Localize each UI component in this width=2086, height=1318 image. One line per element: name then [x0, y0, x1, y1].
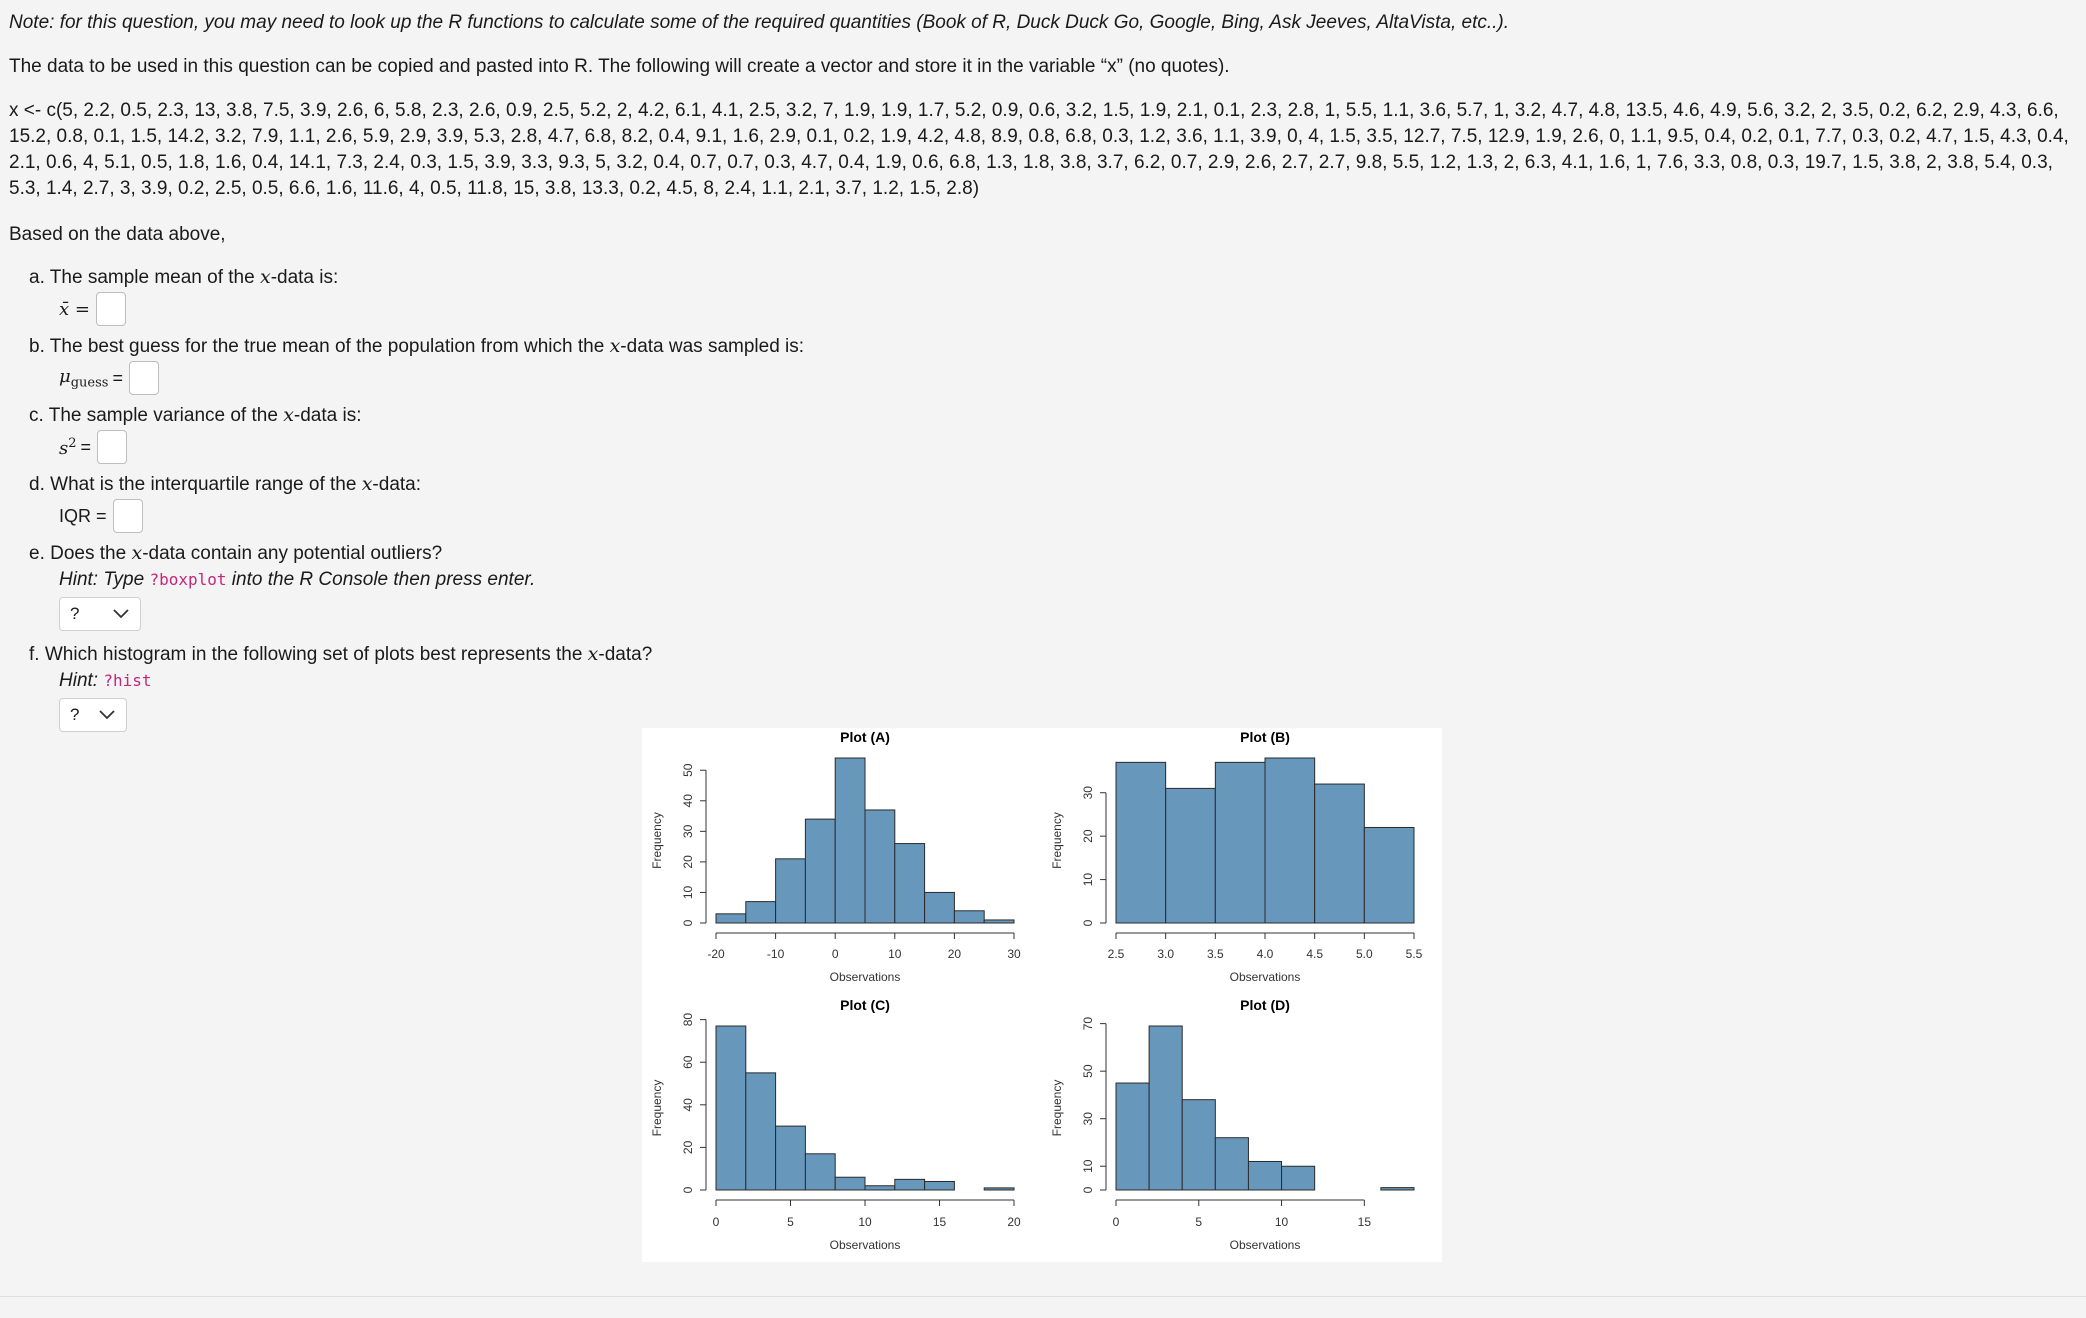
question-a: a. The sample mean of the x-data is: x̄ =: [29, 264, 2077, 327]
y-tick-label: 0: [681, 919, 695, 927]
histogram-plots: [642, 728, 1442, 1262]
boxplot-hint: Hint: Type ?boxplot into the R Console then press enter.: [59, 569, 536, 590]
y-tick-label: 20: [1081, 829, 1095, 843]
x-tick-label: 20: [947, 947, 962, 961]
y-tick-label: 20: [681, 1140, 695, 1155]
x-tick-label: 20: [1007, 1215, 1021, 1229]
histogram-bar: [1149, 1026, 1182, 1190]
x-tick-label: 2.5: [1107, 947, 1125, 961]
x-tick-label: 5: [1195, 1215, 1203, 1229]
y-tick-label: 0: [1081, 919, 1095, 927]
histogram-bar: [1265, 758, 1315, 923]
y-tick-label: 40: [681, 794, 695, 808]
histogram-bar: [865, 810, 895, 923]
histogram-bar: [1282, 1166, 1315, 1190]
y-tick-label: 10: [681, 885, 695, 900]
y-tick-label: 20: [681, 855, 695, 869]
y-axis-label: Frequency: [1050, 812, 1064, 869]
x-tick-label: 10: [1274, 1215, 1289, 1229]
x-tick-label: 15: [1357, 1215, 1372, 1229]
histogram-bar: [1182, 1100, 1215, 1190]
outliers-select[interactable]: ?: [59, 597, 141, 631]
chevron-down-icon: [98, 709, 116, 721]
y-tick-label: 30: [681, 824, 695, 839]
histogram-bar: [835, 758, 865, 923]
divider: [0, 1296, 2086, 1297]
x-tick-label: 10: [858, 1215, 872, 1229]
question-d: d. What is the interquartile range of the x-data: IQR =: [29, 471, 2077, 534]
x-tick-label: 0: [712, 1215, 720, 1229]
histogram-bar: [776, 1126, 806, 1190]
note-text: Note: for this question, you may need to look up the R functions to calculate some of the required quantities (Book of R, Duck Duck Go, Google, Bing, Ask Jeeves, AltaVista, etc..).: [9, 12, 1510, 33]
x-tick-label: 3.5: [1206, 947, 1224, 961]
histogram-bar: [895, 844, 925, 923]
x-tick-label: 4.5: [1306, 947, 1324, 961]
iqr-label: IQR =: [59, 505, 107, 526]
y-tick-label: 50: [681, 763, 695, 777]
histogram-bar: [984, 920, 1014, 923]
y-tick-label: 60: [681, 1055, 695, 1069]
histogram-bar: [1248, 1161, 1281, 1190]
y-axis-label: Frequency: [650, 1079, 664, 1137]
histogram-bar: [954, 911, 984, 923]
histogram-bar: [835, 1177, 865, 1190]
x-tick-label: 5.5: [1405, 947, 1423, 961]
histogram-bar: [925, 1181, 955, 1190]
histogram-bar: [805, 1154, 835, 1190]
y-tick-label: 50: [1081, 1064, 1095, 1078]
plot-title: Plot (A): [840, 729, 890, 745]
y-tick-label: 30: [1081, 1112, 1095, 1126]
histogram-bar: [716, 1026, 746, 1190]
y-tick-label: 10: [1081, 1159, 1095, 1173]
x-tick-label: 30: [1007, 947, 1021, 961]
x-axis-label: Observations: [829, 1238, 901, 1252]
x-tick-label: 10: [888, 947, 902, 961]
histogram-bar: [984, 1188, 1014, 1190]
histogram-bar: [1381, 1188, 1414, 1190]
y-tick-label: 30: [1081, 786, 1095, 800]
histogram-bar: [1315, 784, 1365, 923]
iqr-input[interactable]: [113, 499, 143, 533]
plot-title: Plot (D): [1240, 997, 1290, 1013]
question-c: c. The sample variance of the x-data is: $s^2$ =: [29, 402, 2077, 465]
intro-text: The data to be used in this question can be copied and pasted into R. The following will create a vector and store it in the variable “x” (no quotes).: [9, 56, 1230, 77]
x-tick-label: 5: [787, 1215, 794, 1229]
histogram-bar: [865, 1186, 895, 1190]
x-tick-label: -20: [707, 947, 725, 961]
y-tick-label: 10: [1081, 872, 1095, 887]
question-f: f. Which histogram in the following set of plots best represents the x-data? Hint: ?hist ?: [29, 641, 2077, 736]
xbar-label: x̄ =: [59, 298, 90, 320]
x-tick-label: 3.0: [1157, 947, 1175, 961]
histogram-bar: [1166, 788, 1216, 923]
mu-guess-label: $\mu_{guess}$: [59, 365, 109, 391]
x-tick-label: 0: [1112, 1215, 1120, 1229]
x-tick-label: 0: [831, 947, 839, 961]
histogram-bar: [716, 914, 746, 923]
x-tick-label: 5.0: [1355, 947, 1373, 961]
histogram-bar: [1215, 1138, 1248, 1190]
question-list: [9, 264, 2077, 736]
x-tick-label: 4.0: [1256, 947, 1274, 961]
question-b: b. The best guess for the true mean of the population from which the x-data was sampled is: $\mu_{guess}$ =: [29, 333, 2077, 396]
histogram-bar: [776, 859, 806, 923]
histogram-bar: [746, 902, 776, 923]
histogram-bar: [1364, 827, 1414, 923]
plot-title: Plot (B): [1240, 729, 1290, 745]
variance-label: $s^2$: [59, 435, 77, 459]
histogram-bar: [746, 1073, 776, 1190]
x-axis-label: Observations: [829, 970, 901, 984]
histogram-bar: [925, 892, 955, 923]
histogram-plots-svg: [642, 728, 1442, 1262]
based-on-text: Based on the data above,: [9, 224, 226, 245]
histogram-bar: [1116, 1083, 1149, 1190]
histogram-select[interactable]: ?: [59, 698, 127, 732]
mu-guess-input[interactable]: [129, 361, 159, 395]
x-axis-label: Observations: [1229, 1238, 1301, 1252]
histogram-bar: [895, 1179, 925, 1190]
mean-input[interactable]: [96, 292, 126, 326]
y-tick-label: 80: [681, 1012, 695, 1027]
y-tick-label: 70: [1081, 1016, 1095, 1031]
histogram-bar: [805, 819, 835, 923]
y-tick-label: 0: [1081, 1186, 1095, 1194]
x-axis-label: Observations: [1229, 970, 1301, 984]
y-tick-label: 0: [681, 1186, 695, 1194]
y-axis-label: Frequency: [1050, 1079, 1064, 1137]
r-code-vector: x <- c(5, 2.2, 0.5, 2.3, 13, 3.8, 7.5, 3.9, 2.6, 6, 5.8, 2.3, 2.6, 0.9, 2.5, 5.2, 2, 4.2, 6.1, 4.1, 2.5, 3.2, 7, 1.9, 1.9, 1.7, 5.2, 0.9, 0.6, 3.2, 1.5, 1.9, 2.1, 0.1, 2.3, 2.8, 1, 5.5, 1.1, 3.6, 5.7, 1, 3.2, 4.7, 4.8, 13.5, 4.6, 4.9, 5.6, 3.2, 2, 3.5, 0.2, 6.2, 2.9, 4.3, 6.6, 15.2, 0.8, 0.1, 1.5, 14.2, 3.2, 7.9, 1.1, 2.6, 5.9, 2.9, 3.9, 5.3, 2.8, 4.7, 6.8, 8.2, 0.4, 9.1, 1.6, 2.9, 0.1, 0.2, 1.9, 4.2, 4.8, 8.9, 0.8, 6.8, 0.3, 1.2, 3.6, 1.1, 3.9, 0, 4, 1.5, 3.5, 12.7, 7.5, 12.9, 1.9, 2.6, 0, 1.1, 9.5, 0.4, 0.2, 0.1, 7.7, 0.3, 0.2, 4.7, 1.5, 4.3, 0.4, 2.1, 0.6, 4, 5.1, 0.5, 1.8, 1.6, 0.4, 14.1, 7.3, 2.4, 0.3, 1.5, 3.9, 3.3, 9.3, 5, 3.2, 0.4, 0.7, 0.7, 0.3, 4.7, 0.4, 1.9, 0.6, 6.8, 1.3, 1.8, 3.8, 3.7, 6.2, 0.7, 2.9, 2.6, 2.7, 2.7, 9.8, 5.5, 1.2, 1.3, 2, 6.3, 4.1, 1.6, 1, 7.6, 3.3, 0.8, 0.3, 19.7, 1.5, 3.8, 2, 3.8, 5.4, 0.3, 5.3, 1.4, 2.7, 3, 3.9, 0.2, 2.5, 0.5, 6.6, 1.6, 11.6, 4, 0.5, 11.8, 15, 3.8, 13.3, 0.2, 4.5, 8, 2.4, 1.1, 2.1, 3.7, 1.2, 1.5, 2.8): [9, 100, 2069, 199]
y-axis-label: Frequency: [650, 812, 664, 869]
question-e: e. Does the x-data contain any potential outliers? Hint: Type ?boxplot into the R Console then press enter. ?: [29, 540, 2077, 635]
histogram-bar: [1116, 762, 1166, 923]
variance-input[interactable]: [97, 430, 127, 464]
hist-hint: Hint: ?hist: [59, 670, 152, 691]
y-tick-label: 40: [681, 1098, 695, 1112]
plot-title: Plot (C): [840, 997, 890, 1013]
chevron-down-icon: [112, 608, 130, 620]
x-tick-label: -10: [766, 947, 785, 961]
histogram-bar: [1215, 762, 1265, 923]
x-tick-label: 15: [932, 1215, 947, 1229]
